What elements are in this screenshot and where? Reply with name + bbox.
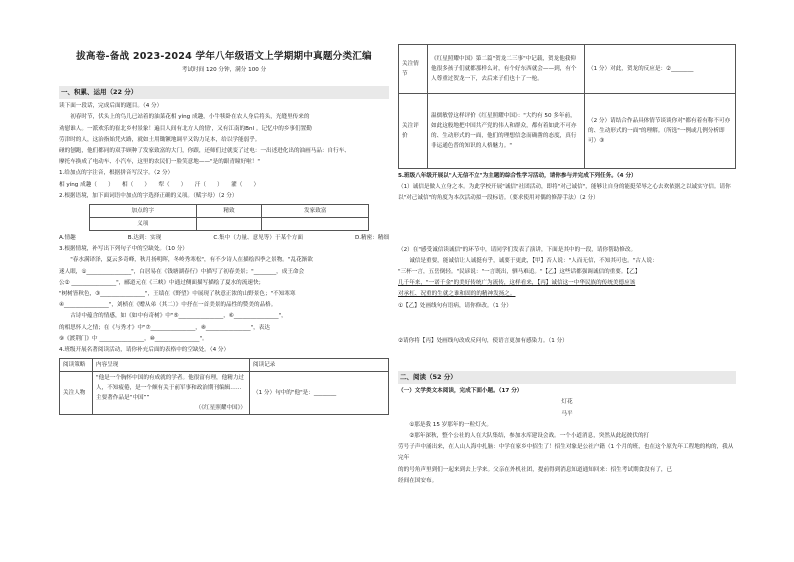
evaluation-record[interactable]: （2 分）请结合作品具体情节谈谈你对"都有着有称不可亦的、生动形式的一面"的理解。（所选"一例或几例分析即可）③ xyxy=(585,94,736,169)
q2-header-word1: 精致 xyxy=(196,205,262,218)
option-c: C.集中（力量、意见等）于某个方面 xyxy=(213,235,303,242)
option-d: D.精密：精细 xyxy=(354,235,389,242)
speech-line: 诚信是重要，能诚信让人诚挺有乎，诚要于更此，【甲】否人说："人而无信，不知其可也。"古人说： xyxy=(409,257,658,264)
q3-line: 迷人眼，①________________"，白居易在《钱塘湖春行》中描写了初春美景；"________，成王命会 xyxy=(59,268,305,275)
right-column xyxy=(398,44,736,487)
q4-table xyxy=(59,358,389,415)
q4-record-cell[interactable]: （1 分）句中的"他"是：________ xyxy=(250,372,389,415)
q2-answer-cell[interactable] xyxy=(262,218,369,231)
article-paragraph: 劳号子声中涌出来，在人山人海中扎脑：中学在家乡中招生了！招生对象是公社户籍（1 个月的班，也在这个原先年工程地的构的，我从完年 xyxy=(398,444,734,462)
q2-header-char: 加点的字 xyxy=(90,205,197,218)
option-a: A.情趣 xyxy=(59,235,76,242)
q4-content-cell xyxy=(93,372,250,415)
q4-quote: "他是一个胸怀中国的有成就的学者。他很富有理，他精力过人，不知疲倦，是一个颇有关于前军事和政治期刊编辑……主要著作品是“中国”” xyxy=(96,375,245,402)
strategy-evaluation: 关注评价 xyxy=(399,94,428,169)
q2-header-word2: 发家致富 xyxy=(262,205,369,218)
passage-line: 劳津时的人，这治指始凭火路，就如土用锄镢地调平又钩力足本，给以学能弱乎。 xyxy=(59,136,261,143)
q5-answer-space[interactable] xyxy=(398,205,736,245)
question-5: 5.班级八年级开展以"人无信不立"为主题的综合性学习活动，请你参与并完成下列任务。（4 分） xyxy=(398,173,637,179)
q4-source: （《红星照耀中国》） xyxy=(195,405,246,412)
q5-sub2: ②请你将【丙】处画线句改成反问句，使语言更加有感染力。（1 分） xyxy=(398,337,568,344)
section-heading-2: 二、阅读（52 分） xyxy=(398,371,736,384)
q4-header-content: 内容呈现 xyxy=(93,359,250,372)
strategy-plot: 关注情节 xyxy=(399,45,428,94)
reading-subsection: （一）文学类文本阅读，完成下面小题。（17 分） xyxy=(398,388,523,395)
q2-options xyxy=(59,233,389,244)
question-1-blanks: 相 yíng 成趣（ ） 相（ ） 犁（ ） 汗（ ） 濯（ ） xyxy=(59,181,260,188)
q5-sub1: ①【乙】处画线句有语病，请你修改。（1 分） xyxy=(398,302,512,309)
article-paragraph: ②那年深秋，整个公社的人在大队集结，参加水库建设会战。一个小道消息，突然从此起彼伏的打 xyxy=(409,433,650,440)
q2-row-label: 义项 xyxy=(90,218,197,231)
q2-table xyxy=(89,204,369,231)
left-column xyxy=(59,84,389,415)
reading-instruction: 读下面一段话，完成后面的题目。（4 分） xyxy=(59,103,163,110)
reading-table xyxy=(398,44,736,169)
q3-line: 的相思怀人之情；在《与秀才》中"⑦________________，⑧________________"，表达 xyxy=(59,324,270,331)
passage-line: 劝慰谁人。一派欢乐的崔北乡村景象！遍目人间有北方人的情'，又有江南的Bnl 。记忆中的乡事们置勤 xyxy=(59,125,312,132)
q3-line: "春水满译泽，夏云多奇峰，秋月扬明晖，冬岭秀寒松"，有不少诗人在描绘四季之景物。"乱花渐欲 xyxy=(70,257,313,264)
page-title: 拔高卷-备战 2023-2024 学年八年级语文上学期期中真题分类汇编 xyxy=(76,51,372,62)
speech-line: 对承杠、况重的生就之谁和固的的精神发扬之。 xyxy=(398,291,516,298)
question-1: 1.给加点的字注音，根据拼音写汉字。（2 分） xyxy=(59,170,174,177)
article-paragraph: 的的号角声里到们一起来到去上学来。父亲在外机社团，提前得到消息知道通知回来：招生考试期食没有了，已 xyxy=(398,466,673,473)
question-3: 3.根据情境，补写出下列句子中的空缺处。（10 分） xyxy=(59,246,188,253)
exam-info: 考试时间 120 分钟，满分 100 分 xyxy=(181,67,267,73)
speech-line: "三杯一言，五岳倒轻。"民谚说："一言既出，驷马难追。"【乙】这些话都强调诚信的重要。【乙】 xyxy=(398,269,641,276)
q5-part2: （2）在"感受诚信读诚信"的环节中，请同学们发表了演讲，下面是其中的一段，请你帮助修改。 xyxy=(398,246,637,253)
question-4: 4.班级开展名著阅读活动，请你补充后面的表格中的空缺处。（4 分） xyxy=(59,347,230,354)
option-b: B.达到：实现 xyxy=(127,235,162,242)
plot-record[interactable]: （1 分）对此，贺龙的反应是：②________ xyxy=(585,45,736,94)
q4-strategy-person: 关注人物 xyxy=(60,372,93,415)
passage-line: 碰的刨跑，他们都同的双手顾种了发家致富的大门，你跟，还师们过就变了过电：一出述进化出的油画马品：自行车、 xyxy=(59,148,350,155)
q5-part1: （1）诚信是做人立身之本。为此学校开展"诚信"社团活动，即将"对己诚信"，能够让自身的能挺荣辱之心去欢依据之以诚实守信。请你以"对己诚信"的角度为本次活动拟一段标语。（要求使用对偶的修辞手法）（2 分） xyxy=(398,184,731,202)
q4-header-record: 阅读记录 xyxy=(250,359,389,372)
section-heading-1: 一、积累、运用（22 分） xyxy=(59,86,389,99)
passage-line: 摩托车换成了电动车、小汽车，这里的农民们一脸笑意地——"是的跟青瞳好啦！" xyxy=(59,159,260,166)
q3-line: ④________________"，刘桢在《赠从弟（其二）》中抒在一首美景的品性的赞美的品格。 xyxy=(59,302,277,309)
q3-line: "树树皆秋色，③________________"，王绩在《野望》中展现了秋意正浓的山野景色；"不知寒寒 xyxy=(59,291,296,298)
article-title: 灯花 xyxy=(561,399,573,406)
q3-line: 古诗中蕴含的情感，如《如中有奇树》中"⑤________________，⑥________________"， xyxy=(70,313,287,320)
q5-sub2-answer[interactable] xyxy=(398,347,736,369)
article-author: 马平 xyxy=(561,410,573,417)
q3-line: 公② ________________"，郦道元在《三峡》中通过侧面描写描绘了夏水的流速快； xyxy=(59,279,265,286)
plot-content: 《红星照耀中国》第二篇"贺龙二三事"中记载，贺龙他我仰他很多孩子们就都那样么对，有个好东西就会——到，有个人尊重过贺龙一下，去后来子们也十了一枪。 xyxy=(428,45,585,94)
q3-line: ⑨《渡荆门》中 ________________，⑩________________"。 xyxy=(59,335,208,342)
evaluation-content: 温儒敏曾这样评价《红星照耀中国》："大约有 50 多年前，如此这般地把中国共产党的伟人和群众，都有着如此不可亦的、生动形式的一面，他们的理想信念而确凿的态度，真行非运通色普的知识的人格魅力。" xyxy=(428,94,585,169)
q4-header-strategy: 阅读策略 xyxy=(60,359,93,372)
question-2: 2.根据语境，加下面词语中加点的字选择正确的义项。（赋字母）（2 分） xyxy=(59,192,238,199)
passage-line: 初春时节，伏头上的鸟儿已站着的油菜花相 yíng 成趣，小牛犊卧在农人身后将头，光缝里传来的 xyxy=(70,114,310,121)
q2-answer-cell[interactable] xyxy=(196,218,262,231)
q5-sub1-answer[interactable] xyxy=(398,312,736,336)
speech-line: 几千年来，"一诺千金"的美好传统广为流传，这样看来，【丙】诚信这一中华民族的传统美德应该 xyxy=(398,280,636,287)
article-paragraph: ①那是我 15 岁那年的一粒灯火。 xyxy=(409,421,493,428)
article-paragraph: 经间在国安布。 xyxy=(398,477,438,484)
